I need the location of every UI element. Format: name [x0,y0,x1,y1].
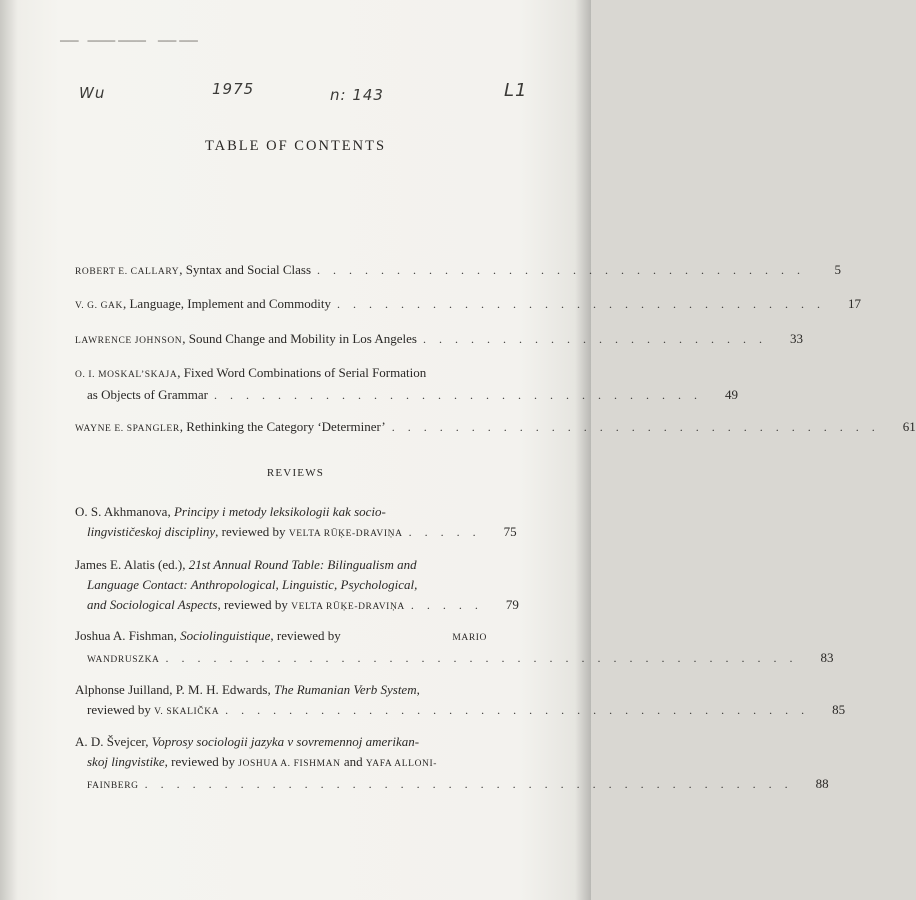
article-title: Rethinking the Category ‘Determiner’ [186,419,386,434]
toc-entry: V. G. GAK, Language, Implement and Commodity . . . . . . . . . . . . . . . . . . . . . . . . . . . . . . . 17 [75,294,487,316]
handwritten-corner-mark: L1 [504,80,528,101]
reviewer: YAFA ALLONI- [365,759,438,769]
reviewer: V. SKALIČKA [154,707,220,717]
toc-entry: O. I. MOSKAL’SKAJA, Fixed Word Combinations of Serial Formation as Objects of Grammar . . . . . . . . . . . . . . . . . . . . . . . . . . . . . . . 49 [75,363,487,405]
page-number: 61 [902,419,916,434]
toc-entry: WAYNE E. SPANGLER, Rethinking the Category ‘Determiner’ . . . . . . . . . . . . . . . . . . . . . . . . . . . . . . . 61 [75,417,487,439]
article-title: Sound Change and Mobility in Los Angeles [188,331,417,346]
reviewer: MARIO [452,633,487,643]
page-number: 88 [815,776,829,791]
page-number: 49 [724,387,738,402]
reviewer: JOSHUA A. FISHMAN [238,759,341,769]
article-title: Fixed Word Combinations of Serial Formation [183,365,427,380]
leader-dots: . . . . . . . . . . . . . . . . . . . . . . . . . . . . . . . . . . . . . . . . . [144,777,793,791]
review-entry: James E. Alatis (ed.), 21st Annual Round Table: Bilingualism and Language Contact: Anthropological, Linguistic, Psychological, and Sociological Aspects, reviewed by VELTA RŪĶE-DRAVIŅA . . . . . 79 [75,555,487,617]
reviewer: VELTA RŪĶE-DRAVIŅA [288,529,403,539]
page-title: TABLE OF CONTENTS [204,138,387,154]
handwritten-issue: n: 143 [330,86,384,104]
page-number: 75 [503,524,517,539]
author: WAYNE E. SPANGLER [75,424,180,434]
show-through-text: ▁▁ ▁▁▁ ▁▁▁ ▁▁ ▁▁ [60,28,198,42]
page-number: 17 [847,296,861,311]
article-title: Syntax and Social Class [185,262,311,277]
leader-dots: . . . . . . . . . . . . . . . . . . . . . . . . . . . . . . . . . . . . . . . . [165,651,798,665]
toc-entry: LAWRENCE JOHNSON, Sound Change and Mobility in Los Angeles . . . . . . . . . . . . . . . . . . . . . . 33 [75,329,487,351]
leader-dots: . . . . . . . . . . . . . . . . . . . . . . [423,332,767,346]
leader-dots: . . . . . . . . . . . . . . . . . . . . . . . . . . . . . . . . . . . . . [225,703,810,717]
toc-entry: ROBERT E. CALLARY, Syntax and Social Class . . . . . . . . . . . . . . . . . . . . . . . . . . . . . . . 5 [75,260,487,282]
leader-dots: . . . . . . . . . . . . . . . . . . . . . . . . . . . . . . . [317,263,805,277]
review-entry: A. D. Švejcer, Voprosy sociologii jazyka v sovremennoj amerikan- skoj lingvistike, reviewed by JOSHUA A. FISHMAN and YAFA ALLONI- FAINBERG . . . . . . . . . . . . . . . . . . . . . . . . . . . . . . . . . . . . . . . . . 88 [75,732,487,796]
article-title-continued: as Objects of Grammar [87,387,208,402]
page-number: 5 [834,262,841,277]
page-number: 79 [505,597,519,612]
leader-dots: . . . . . . . . . . . . . . . . . . . . . . . . . . . . . . . [336,297,825,311]
author: V. G. GAK [75,301,123,311]
leader-dots: . . . . . [410,598,483,612]
handwritten-note-left: Wu [79,84,106,102]
article-title: Language, Implement and Commodity [129,296,331,311]
author: LAWRENCE JOHNSON [75,336,183,346]
page-number: 83 [820,650,834,665]
page-number: 85 [832,702,846,717]
review-entry: O. S. Akhmanova, Principy i metody leksikologii kak socio- lingvističeskoj discipliny, reviewed by VELTA RŪĶE-DRAVIŅA . . . . . 75 [75,502,487,544]
review-entry: Alphonse Juilland, P. M. H. Edwards, The Rumanian Verb System, reviewed by V. SKALIČKA . . . . . . . . . . . . . . . . . . . . . . . . . . . . . . . . . . . . . 85 [75,680,487,722]
leader-dots: . . . . . . . . . . . . . . . . . . . . . . . . . . . . . . . [391,420,880,434]
reviews-heading: REVIEWS [266,467,325,479]
page-number: 33 [790,331,803,346]
handwritten-year: 1975 [212,80,255,98]
author: O. I. MOSKAL’SKAJA [75,370,178,380]
reviewer: VELTA RŪĶE-DRAVIŅA [291,602,405,612]
author: ROBERT E. CALLARY [75,267,180,277]
leader-dots: . . . . . . . . . . . . . . . . . . . . . . . . . . . . . . . [213,388,702,402]
review-entry: Joshua A. Fishman, Sociolinguistique, reviewed by MARIO WANDRUSZKA . . . . . . . . . . . . . . . . . . . . . . . . . . . . . . . . . . . . . . . . 83 [75,626,487,670]
reviewer: WANDRUSZKA [87,655,160,665]
leader-dots: . . . . . [408,525,481,539]
reviewer: FAINBERG [87,781,139,791]
